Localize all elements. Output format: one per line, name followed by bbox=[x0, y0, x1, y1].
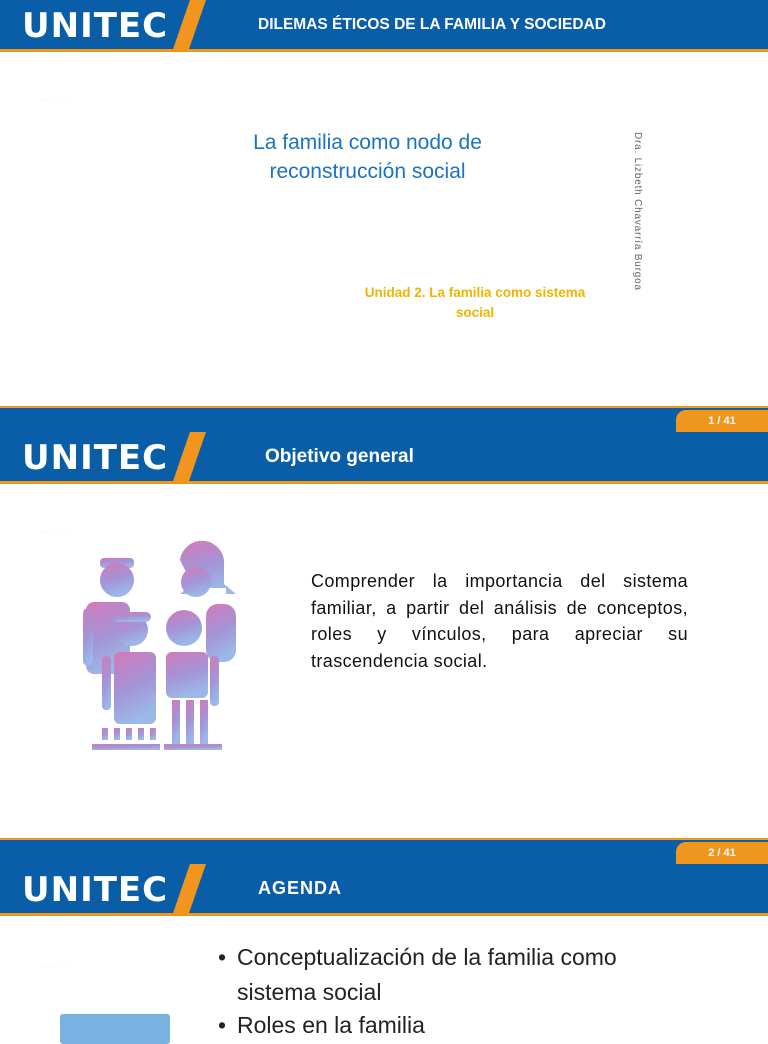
agenda-image-placeholder bbox=[60, 1014, 170, 1044]
header-stripe bbox=[0, 913, 768, 916]
slide-footer bbox=[0, 838, 768, 864]
footer-stripe bbox=[0, 406, 768, 408]
slide-1 bbox=[0, 0, 768, 432]
footer-stripe bbox=[0, 838, 768, 840]
slide-title-line-2: reconstrucción social bbox=[269, 160, 466, 183]
slide-title bbox=[210, 128, 525, 186]
header-title: DILEMAS ÉTICOS DE LA FAMILIA Y SOCIEDAD bbox=[258, 16, 606, 33]
agenda-item bbox=[218, 1008, 738, 1043]
agenda-item-line-1: Roles en la familia bbox=[237, 1012, 425, 1038]
slide-header bbox=[0, 432, 768, 484]
header-stripe bbox=[0, 49, 768, 52]
family-icon bbox=[80, 552, 245, 752]
header-title: Objetivo general bbox=[265, 446, 414, 467]
author-name: Dra. Lizbeth Chavarría Burgoa bbox=[632, 132, 643, 291]
page-number: 2 / 41 bbox=[676, 842, 768, 864]
slide-header bbox=[0, 0, 768, 52]
logo-text: UNITEC bbox=[22, 870, 169, 910]
watermark-mark: · · · · · · bbox=[40, 528, 68, 537]
logo-text: UNITEC bbox=[22, 438, 169, 478]
watermark-mark: · · · · · · bbox=[40, 962, 68, 971]
watermark-mark: · · · · · · bbox=[40, 96, 68, 105]
logo-text: UNITEC bbox=[22, 6, 169, 46]
slide-footer bbox=[0, 406, 768, 432]
header-title: AGENDA bbox=[258, 878, 343, 898]
slide-2 bbox=[0, 432, 768, 864]
unit-subtitle-line-2: social bbox=[455, 305, 495, 320]
slide-header bbox=[0, 864, 768, 916]
bullet-icon: • bbox=[218, 1012, 227, 1038]
unitec-logo bbox=[0, 432, 215, 484]
unitec-logo bbox=[0, 0, 215, 52]
slide-3 bbox=[0, 864, 768, 1038]
objective-text: Comprender la importancia del sistema familiar, a partir del análisis de conceptos, roles y vínculos, para apreciar su trascendencia social. bbox=[311, 571, 688, 671]
agenda-item-line-2: sistema social bbox=[237, 979, 382, 1005]
header-stripe bbox=[0, 481, 768, 484]
agenda-item bbox=[218, 940, 738, 1014]
agenda-item-line-1: Conceptualización de la familia como bbox=[237, 944, 617, 970]
slide-title-line-1: La familia como nodo de bbox=[253, 131, 482, 154]
unitec-logo bbox=[0, 864, 215, 916]
unit-subtitle-line-1: Unidad 2. La familia como sistema bbox=[364, 285, 586, 300]
page-number: 1 / 41 bbox=[676, 410, 768, 432]
unit-subtitle bbox=[340, 283, 610, 323]
bullet-icon: • bbox=[218, 944, 227, 970]
